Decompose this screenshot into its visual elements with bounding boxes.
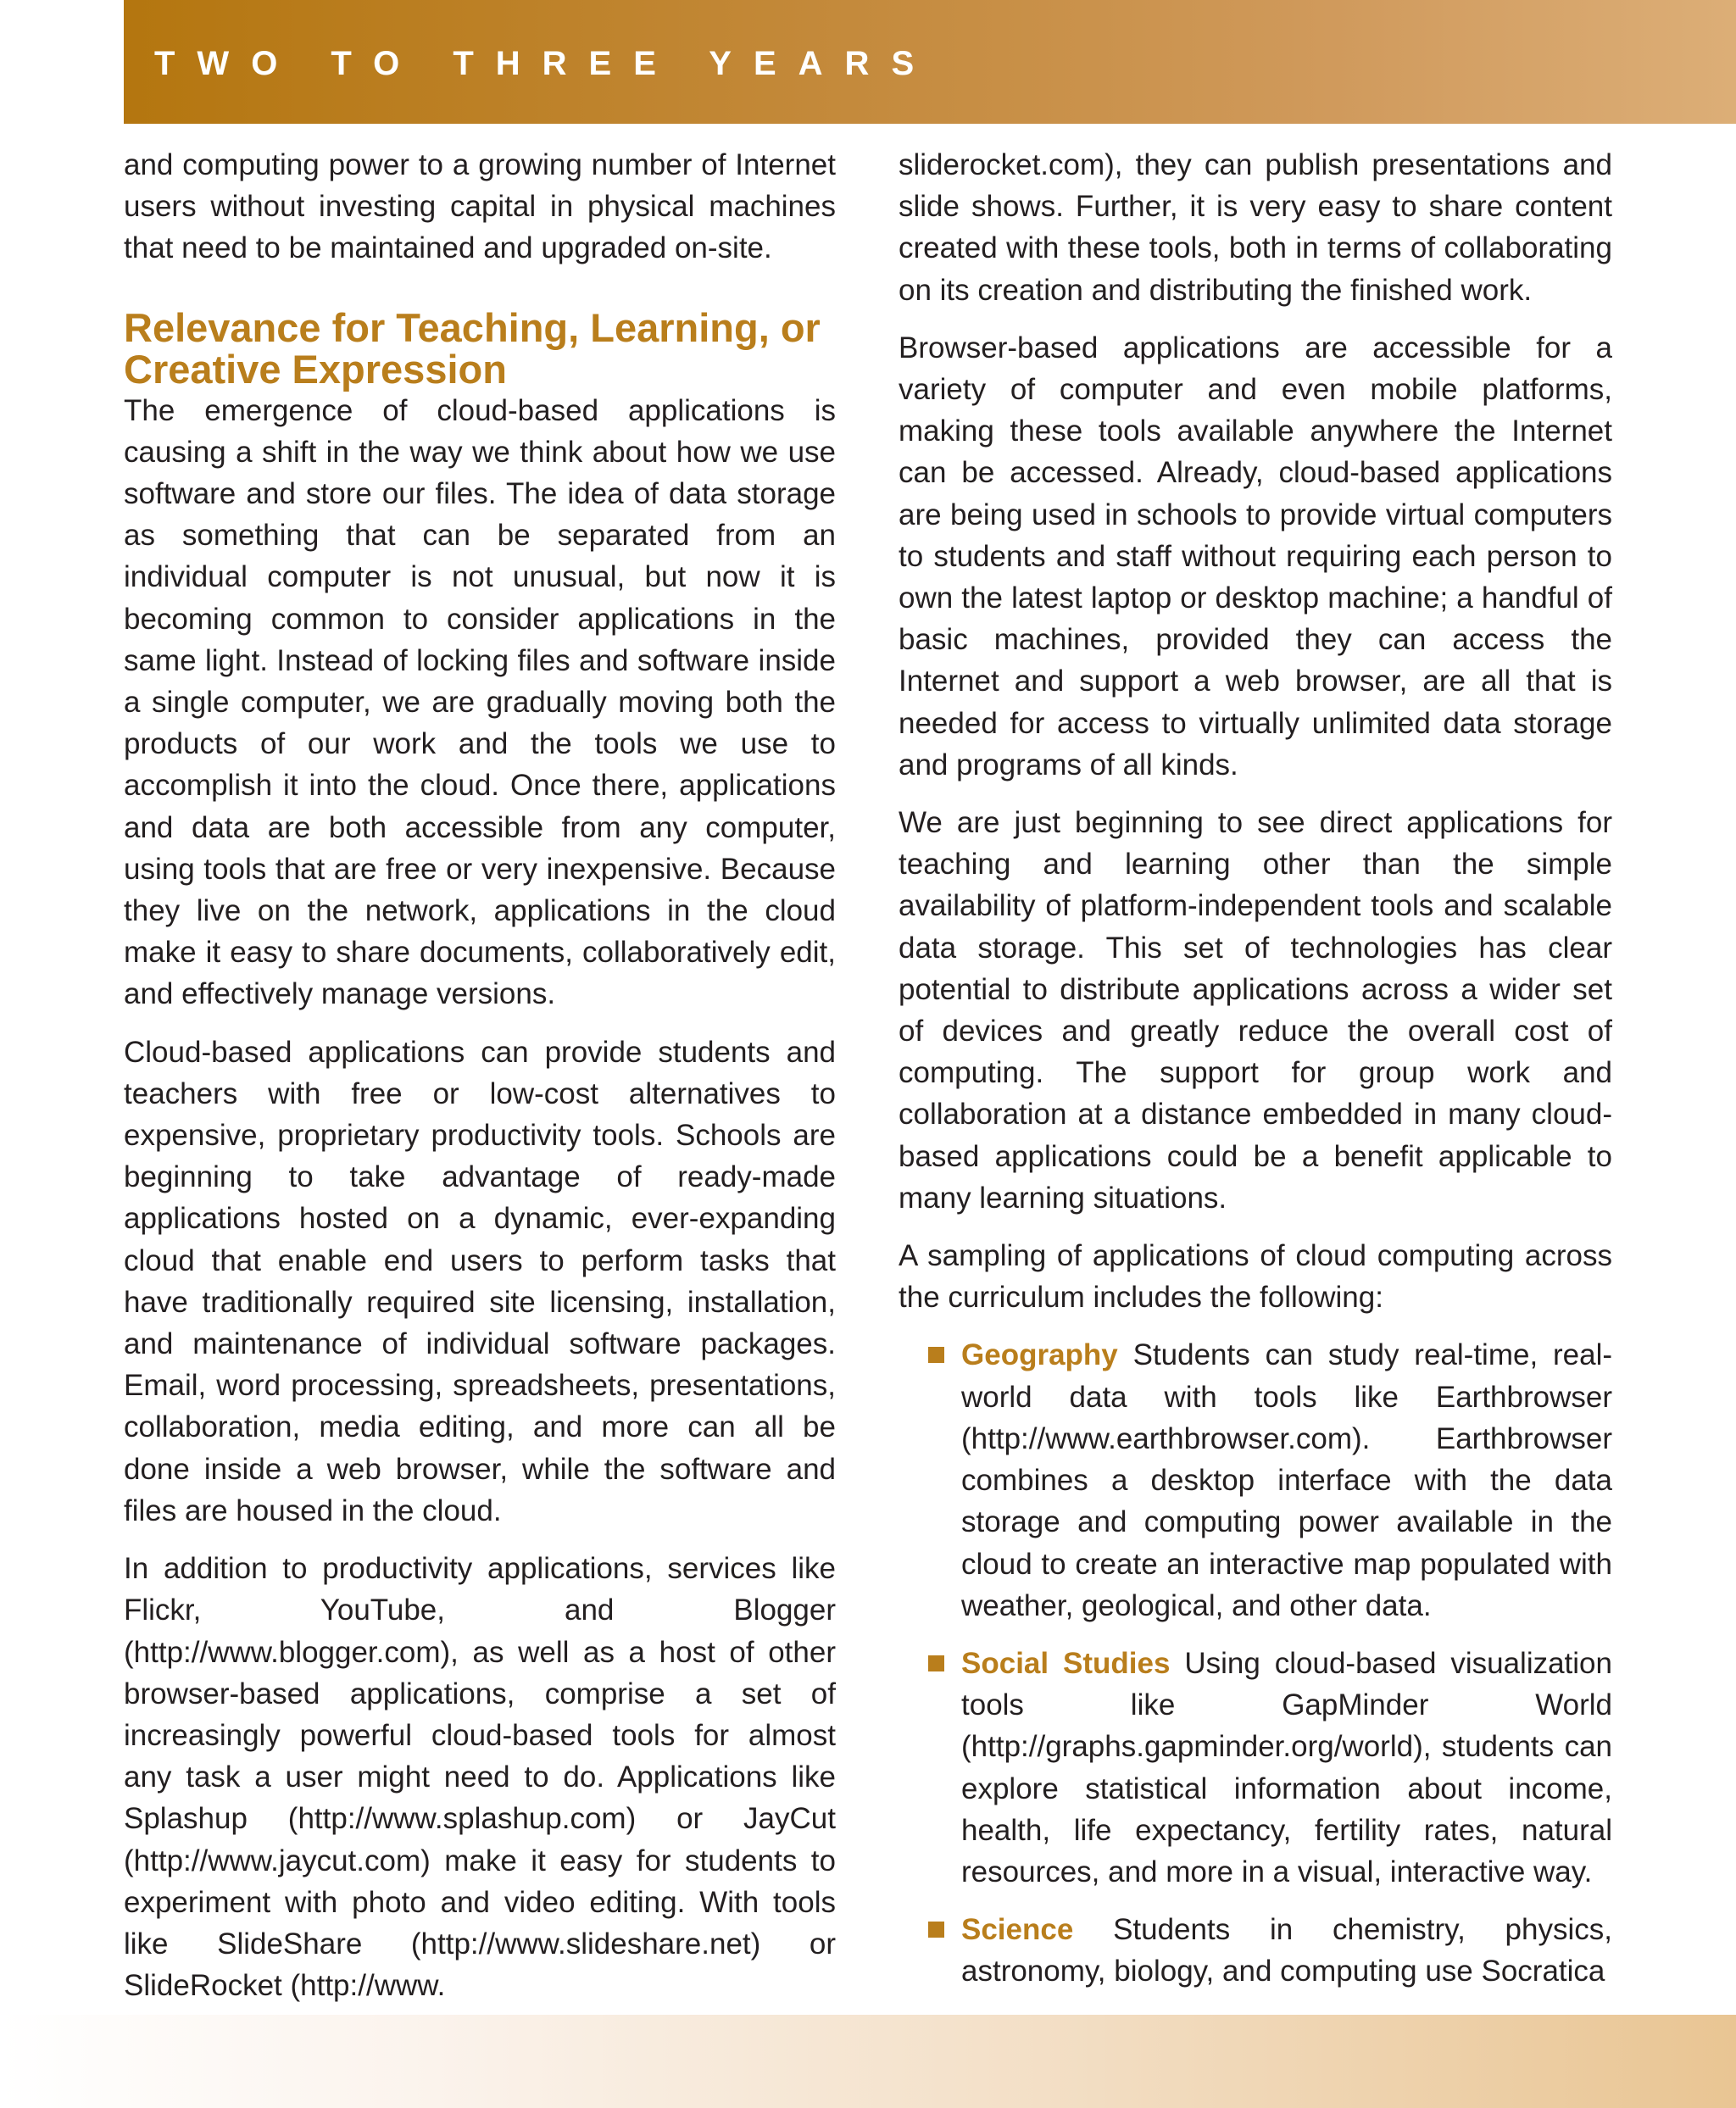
intro-continuation-paragraph: and computing power to a growing number of Internet users without investing capital in physical machines that need to be maintained and upgraded on-site. xyxy=(124,148,836,265)
body-paragraph: Cloud-based applications can provide students and teachers with free or low-cost alternatives to expensive, proprietary productivity tools. Schools are beginning to take advantage of ready-made applications hosted on a dynamic, ever-expanding cloud that enable end users to perform tasks that have traditionally required site licensing, installation, and maintenance of individual software packages. Email, word processing, spreadsheets, presentations, collaboration, media editing, and more can all be done inside a web browser, while the software and files are housed in the cloud. xyxy=(124,1035,836,1527)
subject-list xyxy=(899,1334,1612,1992)
body-paragraph: Browser-based applications are accessible for a variety of computer and even mobile platforms, making these tools available anywhere the Internet can be accessed. Already, cloud-based applications are being used in schools to provide virtual computers to students and staff without requiring each person to own the latest laptop or desktop machine; a handful of basic machines, provided they can access the Internet and support a web browser, are all that is needed for access to virtually unlimited data storage and programs of all kinds. xyxy=(899,331,1612,781)
right-column xyxy=(899,144,1612,2009)
body-paragraph: A sampling of applications of cloud computing across the curriculum includes the following: xyxy=(899,1239,1612,1315)
subject-term: Geography xyxy=(961,1338,1133,1372)
body-paragraph: In addition to productivity applications, services like Flickr, YouTube, and Blogger (http://www.blogger.com), as well as a host of other browser-based applications, comprise a set of increasingly powerful cloud-based tools for almost any task a user might need to do. Applications like Splashup (http://www.splashup.com) or JayCut (http://www.jaycut.com) make it easy for students to experiment with photo and video editing. With tools like SlideShare (http://www.slideshare.net) or SlideRocket (http://www. xyxy=(124,1552,836,2003)
subject-description: Using cloud-based visualization tools like GapMinder World (http://graphs.gapminder.org/world), students can explore statistical information about income, health, life expectancy, fertility rates, natural resources, and more in a visual, interactive way. xyxy=(961,1646,1612,1888)
subject-term: Social Studies xyxy=(961,1646,1185,1680)
square-bullet-icon xyxy=(928,1655,944,1671)
subject-term: Science xyxy=(961,1913,1114,1947)
section-heading: Relevance for Teaching, Learning, or Creative Expression xyxy=(124,304,821,392)
subject-item-social-studies xyxy=(899,1643,1612,1893)
subject-description: Students can study real-time, real-world data with tools like Earthbrowser (http://www.earthbrowser.com). Earthbrowser combines a desktop interface with the data storage and computing power available in the cloud to create an interactive map populated with weather, geological, and other data. xyxy=(961,1338,1613,1622)
body-paragraph: sliderocket.com), they can publish presentations and slide shows. Further, it is very easy to share content created with these tools, both in terms of collaborating on its creation and distributing the finished work. xyxy=(899,148,1612,307)
subject-item-geography xyxy=(899,1334,1612,1626)
footer-gradient-bar xyxy=(0,2015,1736,2108)
body-paragraph: The emergence of cloud-based applications is causing a shift in the way we think about how we use software and store our files. The idea of data storage as something that can be separated from an individual computer is not unusual, but now it is becoming common to consider applications in the same light. Instead of locking files and software inside a single computer, we are gradually moving both the products of our work and the tools we use to accomplish it into the cloud. Once there, applications and data are both accessible from any computer, using tools that are free or very inexpensive. Because they live on the network, applications in the cloud make it easy to share documents, collaboratively edit, and effectively manage versions. xyxy=(124,393,836,1011)
square-bullet-icon xyxy=(928,1922,944,1938)
square-bullet-icon xyxy=(928,1347,944,1363)
subject-item-science xyxy=(899,1909,1612,1992)
body-paragraph: We are just beginning to see direct applications for teaching and learning other than the simple availability of platform-independent tools and scalable data storage. This set of technologies has clear potential to distribute applications across a wider set of devices and greatly reduce the overall cost of computing. The support for group work and collaboration at a distance embedded in many cloud-based applications could be a benefit applicable to many learning situations. xyxy=(899,806,1612,1215)
subject-description: Students in chemistry, physics, astronomy, biology, and computing use Socratica xyxy=(961,1913,1612,1988)
header-banner xyxy=(124,0,1736,124)
running-title: TWO TO THREE YEARS xyxy=(154,45,937,82)
left-column xyxy=(124,144,836,2022)
